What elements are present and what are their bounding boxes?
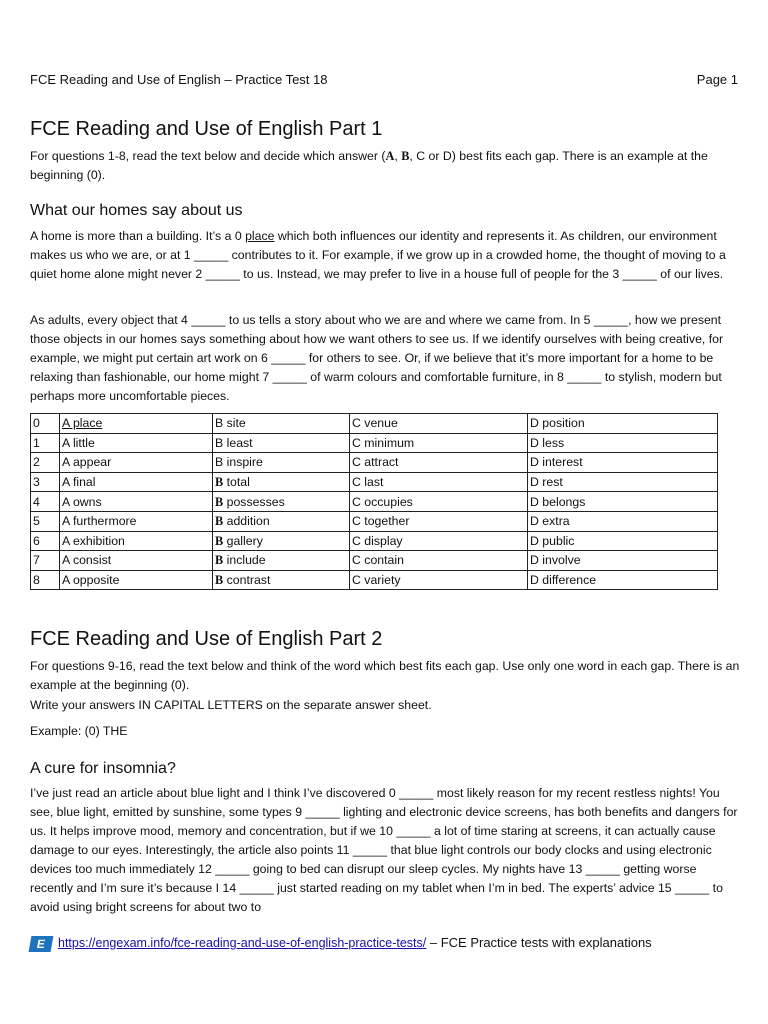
option-b: B possesses xyxy=(213,492,350,512)
engexam-logo: E xyxy=(29,936,54,952)
option-b: B inspire xyxy=(213,453,350,473)
question-number: 5 xyxy=(31,511,60,531)
option-b: B include xyxy=(213,551,350,571)
table-row xyxy=(31,433,718,453)
question-number: 7 xyxy=(31,551,60,571)
option-a: A opposite xyxy=(60,570,213,590)
option-c: C contain xyxy=(350,551,528,571)
option-d: D less xyxy=(528,433,718,453)
part2-text-title: A cure for insomnia? xyxy=(30,760,176,777)
option-c: C occupies xyxy=(350,492,528,512)
question-number: 1 xyxy=(31,433,60,453)
option-c: C minimum xyxy=(350,433,528,453)
part1-text-title: What our homes say about us xyxy=(30,202,243,219)
page-footer xyxy=(30,935,750,952)
part2-instructions: For questions 9-16, read the text below and think of the word which best fits each gap. Use only one word in each gap. There is an example at the beginning (0). xyxy=(30,659,740,692)
answer-options-table xyxy=(30,413,718,590)
option-b: B gallery xyxy=(213,531,350,551)
option-b: B least xyxy=(213,433,350,453)
option-d: D position xyxy=(528,414,718,434)
table-row xyxy=(31,551,718,571)
option-d: D belongs xyxy=(528,492,718,512)
part1-title: FCE Reading and Use of English Part 1 xyxy=(30,118,383,140)
option-d: D rest xyxy=(528,472,718,492)
table-row xyxy=(31,570,718,590)
option-d: D extra xyxy=(528,511,718,531)
option-d: D involve xyxy=(528,551,718,571)
option-c: C attract xyxy=(350,453,528,473)
table-row xyxy=(31,472,718,492)
page-number: Page 1 xyxy=(696,72,738,87)
table-row xyxy=(31,511,718,531)
option-b: B addition xyxy=(213,511,350,531)
question-number: 0 xyxy=(31,414,60,434)
option-c: C together xyxy=(350,511,528,531)
part2-example: Example: (0) THE xyxy=(30,724,128,738)
part2-paragraph-1: I’ve just read an article about blue light and I think I’ve discovered 0 _____ most likely reason for my recent restless nights! You see, blue light, emitted by sunshine, some types 9 _____ lighting and electronic device screens, has both benefits and dangers for us. It helps improve mood, memory and concentration, but if we 10 _____ a lot of time staring at screens, it can actually cause damage to our eyes. Interestingly, the article also points 11 _____ that blue light controls our body clocks and using electronic devices too much immediately 12 _____ going to bed can disrupt our sleep cycles. My nights have 13 _____ getting worse recently and I’m sure it’s because I 14 _____ just started reading on my tablet when I’m in bed. The experts’ advice 15 _____ to avoid using bright screens for about two to xyxy=(30,786,738,914)
option-c: C last xyxy=(350,472,528,492)
option-d: D interest xyxy=(528,453,718,473)
option-d: D public xyxy=(528,531,718,551)
part1-paragraph-2: As adults, every object that 4 _____ to us tells a story about who we are and where we came from. In 5 _____, how we present those objects in our homes says something about how we want others to see us. If we identify ourselves with being creative, for example, we might put certain art work on 6 _____ for others to see. Or, if we believe that it’s more important for a home to be relaxing than fashionable, our home might 7 _____ of warm colours and comfortable furniture, in 8 _____ to stylish, modern but perhaps more uncomfortable pieces. xyxy=(30,313,724,403)
option-b: B site xyxy=(213,414,350,434)
option-c: C variety xyxy=(350,570,528,590)
part2-title: FCE Reading and Use of English Part 2 xyxy=(30,628,383,650)
question-number: 4 xyxy=(31,492,60,512)
option-a: A final xyxy=(60,472,213,492)
option-a: A furthermore xyxy=(60,511,213,531)
option-c: C display xyxy=(350,531,528,551)
footer-suffix: – FCE Practice tests with explanations xyxy=(426,935,652,950)
option-b: B total xyxy=(213,472,350,492)
table-row xyxy=(31,453,718,473)
option-a: A little xyxy=(60,433,213,453)
engexam-link[interactable]: https://engexam.info/fce-reading-and-use-of-english-practice-tests/ xyxy=(58,936,427,950)
option-a: A consist xyxy=(60,551,213,571)
option-d: D difference xyxy=(528,570,718,590)
option-a: A place xyxy=(60,414,213,434)
table-row xyxy=(31,414,718,434)
part1-instructions: For questions 1-8, read the text below and decide which answer (A, B, C or D) best fits each gap. There is an example at the beginning (0). xyxy=(30,149,708,182)
question-number: 2 xyxy=(31,453,60,473)
header-title: FCE Reading and Use of English – Practice Test 18 xyxy=(30,72,328,87)
part1-paragraph-1: A home is more than a building. It’s a 0 place which both influences our identity and represents it. As children, our environment makes us who we are, or at 1 _____ contributes to it. For example, if we grow up in a crowded home, the thought of moving to a quiet home alone might never 2 _____ to us. Instead, we may prefer to live in a house full of people for the 3 _____ of our lives. xyxy=(30,229,726,281)
question-number: 3 xyxy=(31,472,60,492)
option-a: A owns xyxy=(60,492,213,512)
part2-instructions-2: Write your answers IN CAPITAL LETTERS on the separate answer sheet. xyxy=(30,698,432,712)
option-a: A appear xyxy=(60,453,213,473)
question-number: 8 xyxy=(31,570,60,590)
table-row xyxy=(31,531,718,551)
table-row xyxy=(31,492,718,512)
question-number: 6 xyxy=(31,531,60,551)
option-a: A exhibition xyxy=(60,531,213,551)
option-c: C venue xyxy=(350,414,528,434)
option-b: B contrast xyxy=(213,570,350,590)
